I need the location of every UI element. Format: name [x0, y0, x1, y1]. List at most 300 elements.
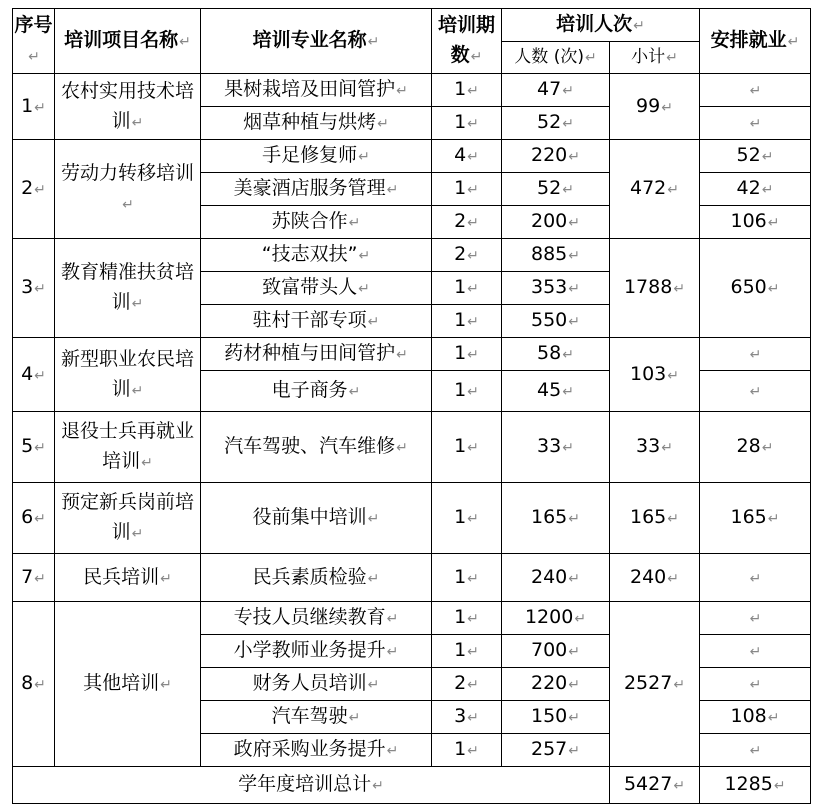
- project-cell-value: 教育精准扶贫培训: [60, 261, 194, 313]
- paragraph-mark: ↵: [467, 149, 479, 165]
- project-cell: [55, 602, 201, 767]
- header-persons: 培训人次↵: [502, 9, 700, 42]
- paragraph-mark: ↵: [749, 570, 762, 587]
- major-cell-value: “技志双扶”: [261, 243, 358, 265]
- paragraph-mark: ↵: [568, 511, 580, 527]
- employment-cell: [700, 338, 811, 371]
- major-cell-value: 专技人员继续教育: [233, 606, 386, 628]
- paragraph-mark: ↵: [467, 677, 479, 693]
- paragraph-mark: ↵: [34, 281, 46, 297]
- count-cell-value: 47: [537, 78, 562, 100]
- major-cell: [201, 338, 432, 371]
- paragraph-mark: ↵: [467, 281, 479, 297]
- seq-cell-value: 5: [21, 435, 34, 457]
- count-cell-value: 52: [537, 111, 562, 133]
- count-cell-value: 885: [531, 243, 568, 265]
- count-cell: [502, 734, 610, 767]
- paragraph-mark: ↵: [348, 384, 361, 400]
- periods-cell: [432, 140, 502, 173]
- table-row: [13, 74, 811, 107]
- project-cell: [55, 483, 201, 554]
- paragraph-mark: ↵: [562, 440, 574, 456]
- major-cell-value: 苏陕合作: [271, 210, 348, 232]
- total-subtotal-cell: [610, 767, 700, 804]
- major-cell: [201, 554, 432, 602]
- paragraph-mark: ↵: [358, 281, 370, 297]
- seq-cell: [13, 74, 55, 140]
- total-row: [13, 767, 811, 804]
- paragraph-mark: ↵: [568, 248, 580, 264]
- count-cell-value: 1200: [524, 606, 574, 628]
- paragraph-mark: ↵: [749, 677, 762, 693]
- periods-cell-value: 1: [454, 435, 467, 457]
- subtotal-cell-value: 103: [630, 362, 667, 385]
- periods-cell-value: 1: [454, 111, 467, 133]
- count-cell: [502, 635, 610, 668]
- seq-cell-value: 1: [21, 94, 34, 117]
- paragraph-mark: ↵: [749, 347, 762, 363]
- paragraph-mark: ↵: [568, 710, 580, 726]
- paragraph-mark: ↵: [667, 367, 679, 384]
- major-cell-value: 药材种植与田间管护: [224, 342, 396, 364]
- paragraph-mark: ↵: [34, 511, 46, 527]
- periods-cell-value: 1: [454, 309, 467, 331]
- employment-cell-value: 28: [736, 435, 761, 457]
- employment-cell: [700, 554, 811, 602]
- project-cell: [55, 412, 201, 483]
- subtotal-cell: [610, 554, 700, 602]
- paragraph-mark: ↵: [761, 440, 774, 456]
- major-cell: [201, 371, 432, 412]
- count-cell: [502, 239, 610, 272]
- paragraph-mark: ↵: [562, 83, 574, 99]
- count-cell: [502, 701, 610, 734]
- subtotal-cell-value: 472: [630, 177, 667, 199]
- paragraph-mark: ↵: [661, 440, 673, 456]
- count-cell-value: 257: [531, 738, 568, 760]
- paragraph-mark: ↵: [568, 314, 580, 330]
- total-employment-cell-value: 1285: [724, 773, 773, 795]
- subtotal-cell: [610, 338, 700, 412]
- periods-cell-value: 1: [454, 177, 467, 199]
- project-cell-value: 新型职业农民培训: [60, 347, 194, 400]
- subtotal-cell-value: 33: [636, 435, 661, 457]
- paragraph-mark: ↵: [358, 248, 371, 264]
- paragraph-mark: ↵: [467, 314, 479, 330]
- paragraph-mark: ↵: [131, 526, 144, 542]
- count-cell: [502, 338, 610, 371]
- employment-cell: [700, 239, 811, 338]
- table-row: [13, 483, 811, 554]
- major-cell: [201, 602, 432, 635]
- paragraph-mark: ↵: [568, 743, 580, 759]
- periods-cell: [432, 206, 502, 239]
- count-cell-value: 52: [537, 177, 562, 199]
- paragraph-mark: ↵: [34, 367, 46, 384]
- periods-cell-value: 1: [454, 78, 467, 100]
- paragraph-mark: ↵: [367, 511, 380, 527]
- periods-cell-value: 2: [454, 672, 467, 694]
- paragraph-mark: ↵: [131, 114, 144, 131]
- employment-cell: [700, 107, 811, 140]
- count-cell-value: 165: [531, 506, 568, 528]
- periods-cell: [432, 602, 502, 635]
- paragraph-mark: ↵: [467, 248, 479, 264]
- paragraph-mark: ↵: [767, 281, 780, 297]
- employment-cell-value: 42: [736, 177, 761, 199]
- employment-cell: [700, 173, 811, 206]
- seq-cell: [13, 554, 55, 602]
- count-cell-value: 220: [531, 672, 568, 694]
- paragraph-mark: ↵: [667, 570, 679, 587]
- count-cell: [502, 272, 610, 305]
- project-cell-value: 农村实用技术培训: [60, 79, 194, 132]
- periods-cell: [432, 239, 502, 272]
- header-seq: 序号↵: [13, 9, 55, 74]
- count-cell: [502, 602, 610, 635]
- periods-cell-value: 1: [454, 379, 467, 401]
- employment-cell: [700, 140, 811, 173]
- paragraph-mark: ↵: [467, 83, 479, 99]
- count-cell-value: 353: [531, 276, 568, 298]
- count-cell-value: 700: [531, 639, 568, 661]
- periods-cell-value: 2: [454, 243, 467, 265]
- count-cell: [502, 206, 610, 239]
- seq-cell: [13, 338, 55, 412]
- major-cell: [201, 140, 432, 173]
- periods-cell: [432, 554, 502, 602]
- paragraph-mark: ↵: [396, 83, 408, 99]
- major-cell-value: 财务人员培训: [252, 672, 367, 694]
- periods-cell: [432, 412, 502, 483]
- major-cell: [201, 272, 432, 305]
- major-cell: [201, 412, 432, 483]
- paragraph-mark: ↵: [367, 677, 380, 693]
- project-cell: [55, 338, 201, 412]
- paragraph-mark: ↵: [34, 182, 46, 198]
- major-cell: [201, 239, 432, 272]
- seq-cell: [13, 140, 55, 239]
- periods-cell-value: 1: [454, 606, 467, 628]
- paragraph-mark: ↵: [574, 611, 587, 627]
- paragraph-mark: ↵: [562, 116, 574, 132]
- total-label-cell-value: 学年度培训总计: [238, 773, 372, 795]
- paragraph-mark: ↵: [749, 83, 762, 99]
- paragraph-mark: ↵: [467, 710, 479, 726]
- paragraph-mark: ↵: [386, 644, 399, 660]
- paragraph-mark: ↵: [377, 116, 389, 132]
- paragraph-mark: ↵: [568, 644, 580, 660]
- header-subtotal: 小计↵: [610, 42, 700, 74]
- periods-cell: [432, 338, 502, 371]
- paragraph-mark: ↵: [131, 296, 144, 312]
- table-row: [13, 140, 811, 173]
- subtotal-cell: [610, 140, 700, 239]
- paragraph-mark: ↵: [160, 677, 172, 693]
- count-cell: [502, 107, 610, 140]
- seq-cell: [13, 602, 55, 767]
- paragraph-mark: ↵: [467, 384, 479, 400]
- periods-cell: [432, 701, 502, 734]
- periods-cell-value: 2: [454, 210, 467, 232]
- count-cell: [502, 173, 610, 206]
- paragraph-mark: ↵: [568, 677, 580, 693]
- paragraph-mark: ↵: [122, 197, 134, 213]
- count-cell: [502, 371, 610, 412]
- paragraph-mark: ↵: [673, 281, 686, 297]
- header-periods: 培训期数↵: [432, 9, 502, 74]
- periods-cell-value: 3: [454, 705, 467, 727]
- periods-cell: [432, 734, 502, 767]
- subtotal-cell-value: 99: [636, 94, 661, 117]
- count-cell-value: 45: [537, 379, 562, 401]
- paragraph-mark: ↵: [749, 384, 762, 400]
- seq-cell-value: 2: [21, 177, 34, 199]
- paragraph-mark: ↵: [767, 710, 780, 726]
- paragraph-mark: ↵: [34, 99, 46, 116]
- project-cell: [55, 239, 201, 338]
- project-cell: [55, 140, 201, 239]
- seq-cell: [13, 412, 55, 483]
- count-cell: [502, 305, 610, 338]
- total-subtotal-cell-value: 5427: [623, 773, 673, 795]
- paragraph-mark: ↵: [467, 611, 479, 627]
- paragraph-mark: ↵: [562, 384, 574, 400]
- count-cell-value: 550: [531, 309, 568, 331]
- employment-cell: [700, 701, 811, 734]
- periods-cell: [432, 668, 502, 701]
- paragraph-mark: ↵: [367, 314, 380, 330]
- paragraph-mark: ↵: [467, 644, 479, 660]
- subtotal-cell: [610, 483, 700, 554]
- periods-cell-value: 1: [454, 506, 467, 528]
- periods-cell-value: 4: [454, 144, 467, 166]
- periods-cell: [432, 74, 502, 107]
- paragraph-mark: ↵: [767, 511, 780, 527]
- employment-cell-value: 650: [730, 276, 767, 298]
- subtotal-cell-value: 2527: [623, 672, 673, 694]
- paragraph-mark: ↵: [467, 743, 479, 759]
- paragraph-mark: ↵: [367, 570, 380, 587]
- project-cell-value: 劳动力转移培训: [60, 162, 194, 184]
- paragraph-mark: ↵: [773, 778, 786, 794]
- count-cell-value: 58: [537, 342, 562, 364]
- major-cell-value: 汽车驾驶: [271, 705, 348, 727]
- paragraph-mark: ↵: [749, 611, 762, 627]
- total-label-cell: [13, 767, 610, 804]
- major-cell-value: 役前集中培训: [252, 506, 367, 528]
- paragraph-mark: ↵: [348, 710, 361, 726]
- paragraph-mark: ↵: [372, 778, 384, 794]
- subtotal-cell: [610, 602, 700, 767]
- paragraph-mark: ↵: [467, 215, 479, 231]
- major-cell-value: 小学教师业务提升: [233, 639, 386, 661]
- project-cell-value: 退役士兵再就业培训: [60, 420, 194, 472]
- paragraph-mark: ↵: [358, 149, 370, 165]
- paragraph-mark: ↵: [749, 644, 762, 660]
- paragraph-mark: ↵: [562, 182, 574, 198]
- paragraph-mark: ↵: [348, 215, 361, 231]
- table-row: [13, 602, 811, 635]
- major-cell: [201, 635, 432, 668]
- count-cell: [502, 554, 610, 602]
- paragraph-mark: ↵: [749, 743, 762, 759]
- paragraph-mark: ↵: [667, 511, 679, 527]
- major-cell-value: 驻村干部专项: [252, 309, 367, 331]
- major-cell-value: 美豪酒店服务管理: [233, 177, 386, 199]
- count-cell-value: 150: [531, 705, 568, 727]
- paragraph-mark: ↵: [568, 570, 580, 587]
- project-cell-value: 民兵培训: [83, 565, 160, 588]
- employment-cell-value: 108: [730, 705, 767, 727]
- paragraph-mark: ↵: [562, 347, 574, 363]
- major-cell-value: 政府采购业务提升: [233, 738, 386, 760]
- count-cell: [502, 74, 610, 107]
- major-cell: [201, 107, 432, 140]
- paragraph-mark: ↵: [34, 570, 46, 587]
- paragraph-mark: ↵: [667, 182, 679, 198]
- paragraph-mark: ↵: [386, 182, 399, 198]
- count-cell-value: 33: [537, 435, 562, 457]
- major-cell-value: 电子商务: [271, 379, 348, 401]
- count-cell-value: 220: [531, 144, 568, 166]
- header-project: 培训项目名称↵: [55, 9, 201, 74]
- employment-cell-value: 52: [736, 144, 761, 166]
- paragraph-mark: ↵: [568, 149, 580, 165]
- seq-cell: [13, 483, 55, 554]
- count-cell: [502, 412, 610, 483]
- paragraph-mark: ↵: [568, 281, 580, 297]
- paragraph-mark: ↵: [34, 677, 46, 693]
- paragraph-mark: ↵: [767, 215, 780, 231]
- major-cell: [201, 74, 432, 107]
- seq-cell-value: 4: [21, 362, 34, 385]
- seq-cell-value: 6: [21, 506, 34, 528]
- employment-cell: [700, 74, 811, 107]
- subtotal-cell: [610, 239, 700, 338]
- total-employment-cell: [700, 767, 811, 804]
- periods-cell-value: 1: [454, 738, 467, 760]
- periods-cell: [432, 483, 502, 554]
- major-cell-value: 手足修复师: [262, 144, 358, 166]
- paragraph-mark: ↵: [396, 347, 408, 363]
- periods-cell: [432, 305, 502, 338]
- project-cell-value: 预定新兵岗前培训: [60, 491, 194, 543]
- subtotal-cell-value: 1788: [623, 276, 673, 298]
- header-major: 培训专业名称↵: [201, 9, 432, 74]
- major-cell-value: 汽车驾驶、汽车维修: [224, 435, 396, 457]
- periods-cell-value: 1: [454, 565, 467, 588]
- table-row: [13, 554, 811, 602]
- employment-cell: [700, 371, 811, 412]
- paragraph-mark: ↵: [34, 440, 46, 456]
- paragraph-mark: ↵: [467, 511, 479, 527]
- periods-cell: [432, 635, 502, 668]
- major-cell: [201, 668, 432, 701]
- employment-cell: [700, 412, 811, 483]
- seq-cell-value: 8: [21, 672, 34, 694]
- paragraph-mark: ↵: [467, 570, 479, 587]
- paragraph-mark: ↵: [467, 440, 479, 456]
- major-cell: [201, 173, 432, 206]
- paragraph-mark: ↵: [160, 570, 172, 587]
- paragraph-mark: ↵: [673, 778, 686, 794]
- periods-cell: [432, 272, 502, 305]
- major-cell-value: 果树栽培及田间管护: [224, 78, 396, 100]
- major-cell-value: 民兵素质检验: [252, 565, 367, 588]
- employment-cell-value: 165: [730, 506, 767, 528]
- periods-cell-value: 1: [454, 342, 467, 364]
- periods-cell-value: 1: [454, 639, 467, 661]
- subtotal-cell-value: 240: [630, 565, 667, 588]
- periods-cell: [432, 371, 502, 412]
- major-cell-value: 致富带头人: [262, 276, 358, 298]
- employment-cell: [700, 483, 811, 554]
- subtotal-cell-value: 165: [630, 506, 667, 528]
- header-employment: 安排就业↵: [700, 9, 811, 74]
- seq-cell: [13, 239, 55, 338]
- count-cell-value: 240: [531, 565, 568, 588]
- paragraph-mark: ↵: [131, 382, 144, 399]
- count-cell-value: 200: [531, 210, 568, 232]
- paragraph-mark: ↵: [661, 99, 673, 116]
- employment-cell-value: 106: [730, 210, 767, 232]
- training-statistics-table: [12, 8, 811, 804]
- employment-cell: [700, 602, 811, 635]
- major-cell: [201, 483, 432, 554]
- table-row: [13, 239, 811, 272]
- paragraph-mark: ↵: [761, 149, 774, 165]
- subtotal-cell: [610, 74, 700, 140]
- paragraph-mark: ↵: [396, 440, 408, 456]
- periods-cell: [432, 107, 502, 140]
- employment-cell: [700, 668, 811, 701]
- paragraph-mark: ↵: [761, 182, 774, 198]
- paragraph-mark: ↵: [749, 116, 762, 132]
- major-cell-value: 烟草种植与烘烤: [243, 111, 377, 133]
- paragraph-mark: ↵: [467, 347, 479, 363]
- table-row: [13, 338, 811, 371]
- project-cell: [55, 554, 201, 602]
- paragraph-mark: ↵: [568, 215, 580, 231]
- header-count: 人数 (次)↵: [502, 42, 610, 74]
- paragraph-mark: ↵: [467, 182, 479, 198]
- paragraph-mark: ↵: [141, 455, 153, 471]
- project-cell: [55, 74, 201, 140]
- major-cell: [201, 305, 432, 338]
- paragraph-mark: ↵: [673, 677, 686, 693]
- employment-cell: [700, 635, 811, 668]
- count-cell: [502, 483, 610, 554]
- seq-cell-value: 7: [21, 565, 34, 588]
- paragraph-mark: ↵: [386, 611, 399, 627]
- periods-cell-value: 1: [454, 276, 467, 298]
- major-cell: [201, 206, 432, 239]
- employment-cell: [700, 734, 811, 767]
- periods-cell: [432, 173, 502, 206]
- count-cell: [502, 140, 610, 173]
- employment-cell: [700, 206, 811, 239]
- major-cell: [201, 701, 432, 734]
- seq-cell-value: 3: [21, 276, 34, 298]
- major-cell: [201, 734, 432, 767]
- subtotal-cell: [610, 412, 700, 483]
- table-row: [13, 412, 811, 483]
- paragraph-mark: ↵: [386, 743, 399, 759]
- project-cell-value: 其他培训: [83, 672, 160, 694]
- count-cell: [502, 668, 610, 701]
- paragraph-mark: ↵: [467, 116, 479, 132]
